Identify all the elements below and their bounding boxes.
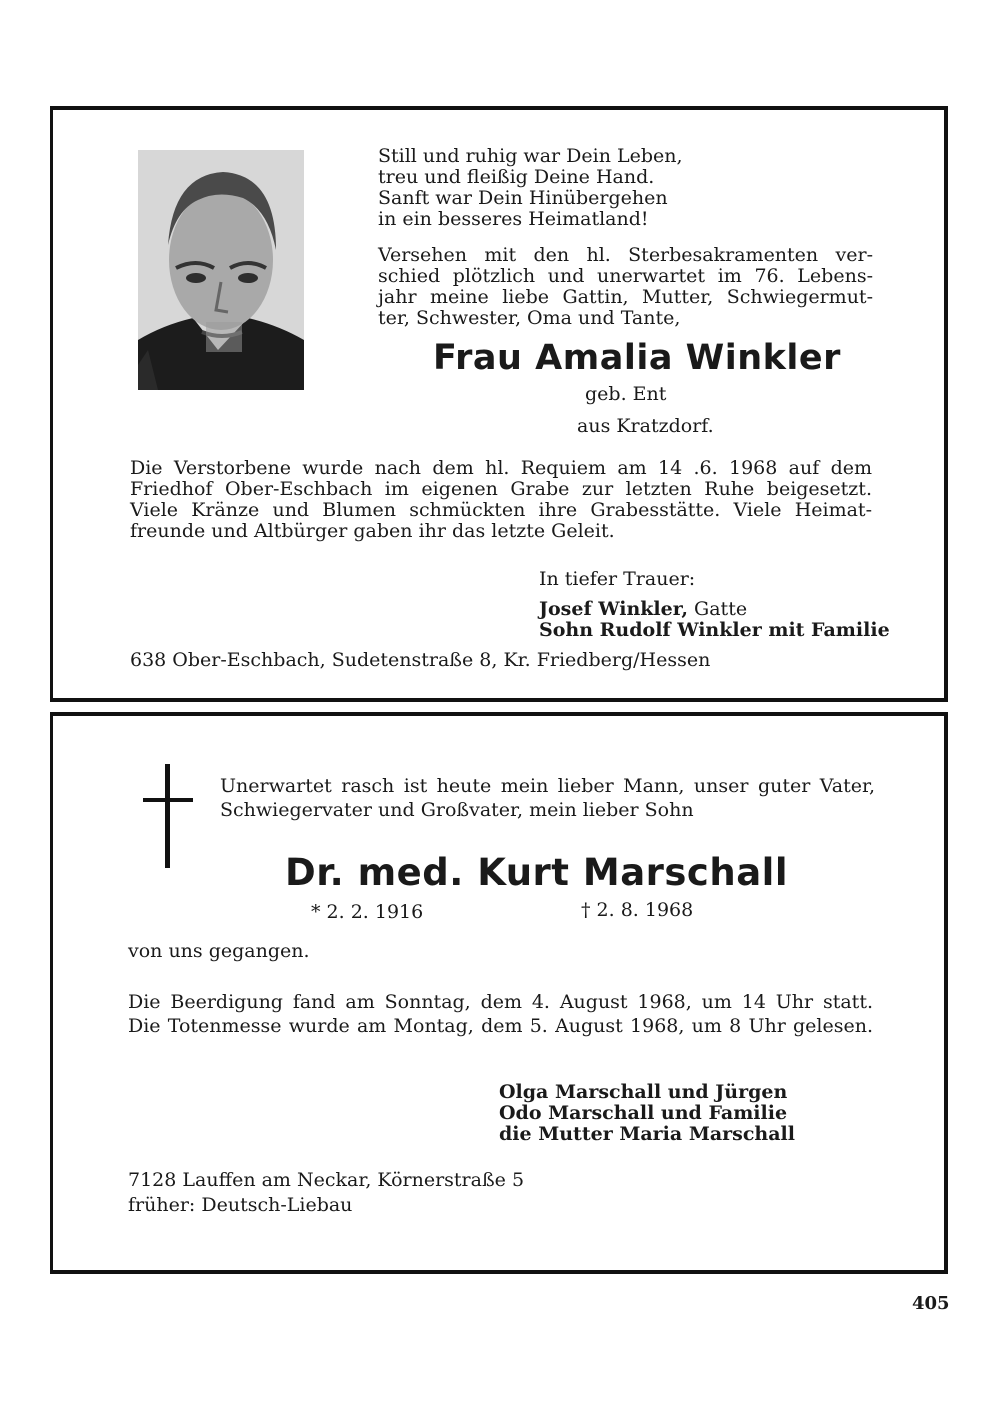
address-line: 7128 Lauffen am Neckar, Körnerstraße 5: [128, 1169, 525, 1191]
intro-line: ter, Schwester, Oma und Tante,: [378, 307, 681, 329]
body-line: Viele Kränze und Blumen schmückten ihre Grabesstätte. Viele Heimat-: [130, 499, 872, 521]
burial-paragraph: [130, 458, 872, 542]
mourner: Sohn Rudolf Winkler mit Familie: [539, 619, 890, 641]
body-line: freunde und Altbürger gaben ihr das letzte Geleit.: [130, 520, 615, 542]
address: 638 Ober-Eschbach, Sudetenstraße 8, Kr. Friedberg/Hessen: [130, 649, 711, 671]
mourning-label: In tiefer Trauer:: [539, 568, 696, 590]
intro-paragraph: [220, 776, 875, 821]
deceased-name: Frau Amalia Winkler: [433, 338, 841, 378]
birth-date: * 2. 2. 1916: [311, 901, 424, 923]
poem-line: treu und fleißig Deine Hand.: [378, 166, 655, 188]
origin: aus Kratzdorf.: [577, 415, 714, 437]
poem: [378, 146, 683, 230]
mourner-name: Josef Winkler,: [539, 598, 688, 620]
intro-line: Unerwartet rasch ist heute mein lieber Mann, unser guter Vater,: [220, 775, 875, 797]
page-number: 405: [912, 1293, 950, 1314]
address-line: früher: Deutsch-Liebau: [128, 1194, 353, 1216]
intro-line: jahr meine liebe Gattin, Mutter, Schwiegermut-: [378, 286, 873, 308]
body-line: Die Totenmesse wurde am Montag, dem 5. August 1968, um 8 Uhr gelesen.: [128, 1015, 873, 1037]
birth-name: geb. Ent: [585, 383, 667, 405]
funeral-paragraph: [128, 992, 873, 1037]
poem-line: Sanft war Dein Hinübergehen: [378, 187, 668, 209]
passed-away: von uns gegangen.: [128, 940, 310, 962]
poem-line: Still und ruhig war Dein Leben,: [378, 145, 683, 167]
deceased-name: Dr. med. Kurt Marschall: [285, 851, 789, 894]
intro-line: Schwiegervater und Großvater, mein lieber Sohn: [220, 799, 694, 821]
intro-line: Versehen mit den hl. Sterbesakramenten ver-: [378, 244, 873, 266]
portrait-photo: [138, 150, 304, 390]
body-line: Friedhof Ober-Eschbach im eigenen Grabe zur letzten Ruhe beigesetzt.: [130, 478, 872, 500]
mourner: die Mutter Maria Marschall: [499, 1123, 795, 1145]
death-date: † 2. 8. 1968: [581, 899, 694, 921]
mourner: Odo Marschall und Familie: [499, 1102, 788, 1124]
mourner: [539, 599, 747, 620]
obituary-notice-marschall: [50, 712, 948, 1274]
intro-line: schied plötzlich und unerwartet im 76. Lebens-: [378, 265, 873, 287]
mourners: [499, 1082, 795, 1145]
cross-icon: [143, 764, 193, 874]
poem-line: in ein besseres Heimatland!: [378, 208, 649, 230]
body-line: Die Beerdigung fand am Sonntag, dem 4. August 1968, um 14 Uhr statt.: [128, 991, 873, 1013]
mourner: Olga Marschall und Jürgen: [499, 1081, 788, 1103]
obituary-notice-winkler: [50, 106, 948, 702]
intro-paragraph: [378, 245, 873, 329]
body-line: Die Verstorbene wurde nach dem hl. Requiem am 14 .6. 1968 auf dem: [130, 457, 872, 479]
address: [128, 1170, 524, 1216]
mourner-relation: Gatte: [694, 598, 748, 620]
